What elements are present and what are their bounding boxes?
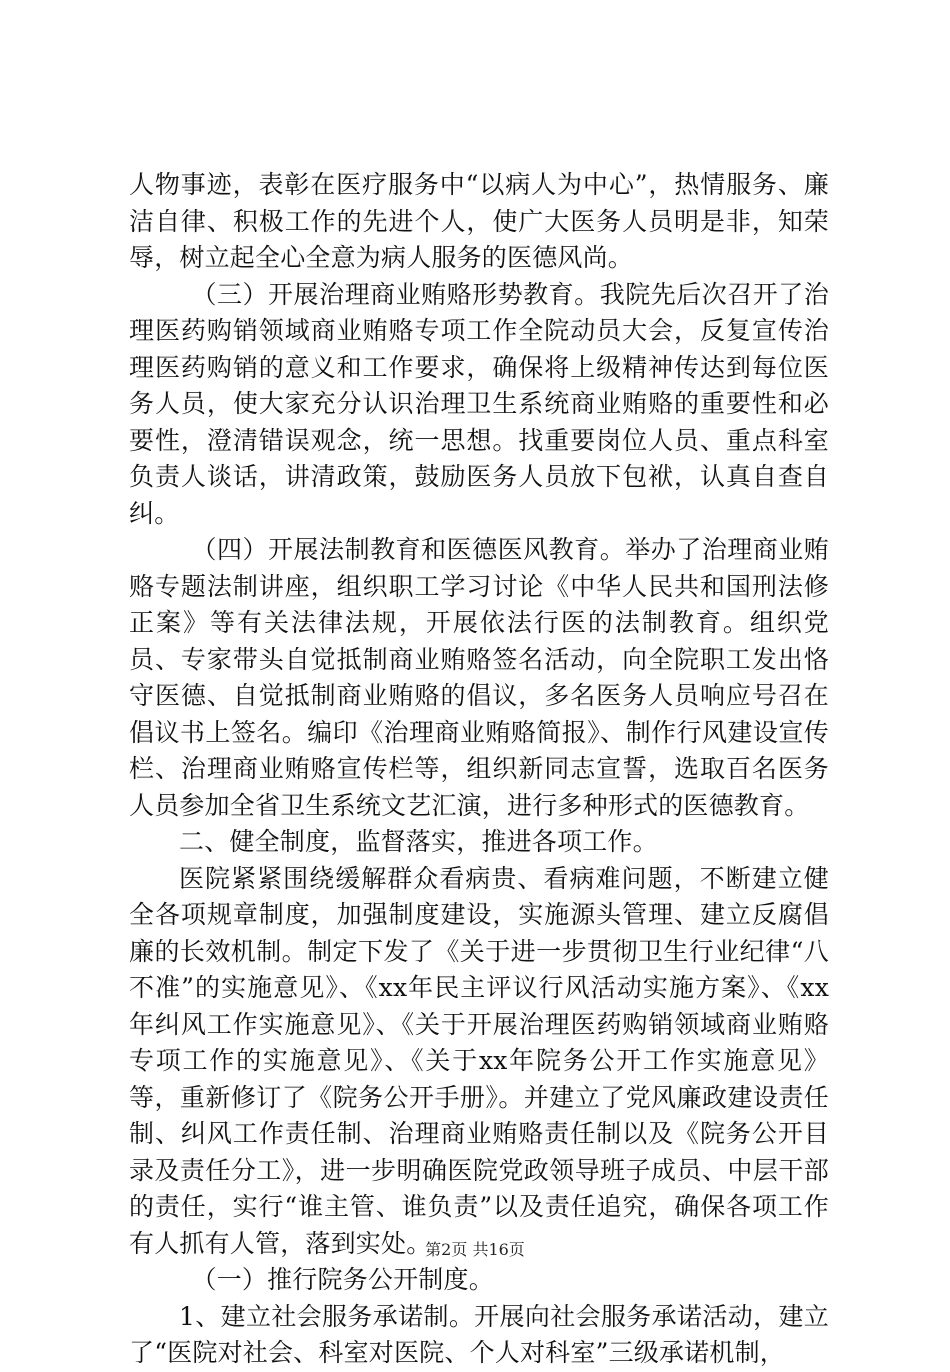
page-number-footer: 第2页 共16页	[425, 1240, 525, 1259]
paragraph: 1、建立社会服务承诺制。开展向社会服务承诺活动，建立了“医院对社会、科室对医院、个人对科室”三级承诺机制，	[129, 1301, 829, 1367]
paragraph: （四）开展法制教育和医德医风教育。举办了治理商业贿赂专题法制讲座，组织职工学习讨论《中华人民共和国刑法修正案》等有关法律法规，开展依法行医的法制教育。组织党员、专家带头自觉抵制商业贿赂签名活动，向全院职工发出恪守医德、自觉抵制商业贿赂的倡议，多名医务人员响应号召在倡议书上签名。编印《治理商业贿赂简报》、制作行风建设宣传栏、治理商业贿赂宣传栏等，组织新同志宣誓，选取百名医务人员参加全省卫生系统文艺汇演，进行多种形式的医德教育。	[129, 535, 829, 820]
paragraph: （三）开展治理商业贿赂形势教育。我院先后次召开了治理医药购销领域商业贿赂专项工作全院动员大会，反复宣传治理医药购销的意义和工作要求，确保将上级精神传达到每位医务人员，使大家充分认识治理卫生系统商业贿赂的重要性和必要性，澄清错误观念，统一思想。找重要岗位人员、重点科室负责人谈话，讲清政策，鼓励医务人员放下包袱，认真自查自纠。	[129, 279, 829, 528]
document-body	[129, 167, 829, 1372]
paragraph: 医院紧紧围绕缓解群众看病贵、看病难问题，不断建立健全各项规章制度，加强制度建设，实施源头管理、建立反腐倡廉的长效机制。制定下发了《关于进一步贯彻卫生行业纪律“八不准”的实施意见》、《xx年民主评议行风活动实施方案》、《xx年纠风工作实施意见》、《关于开展治理医药购销领域商业贿赂专项工作的实施意见》、《关于xx年院务公开工作实施意见》等，重新修订了《院务公开手册》。并建立了党风廉政建设责任制、纠风工作责任制、治理商业贿赂责任制以及《院务公开目录及责任分工》，进一步明确医院党政领导班子成员、中层干部的责任，实行“谁主管、谁负责”以及责任追究，确保各项工作有人抓有人管，落到实处。	[129, 863, 829, 1258]
paragraph: 人物事迹，表彰在医疗服务中“以病人为中心”，热情服务、廉洁自律、积极工作的先进个人，使广大医务人员明是非，知荣辱，树立起全心全意为病人服务的医德风尚。	[129, 170, 829, 272]
subsection-heading: （一）推行院务公开制度。	[191, 1265, 494, 1294]
section-heading: 二、健全制度，监督落实，推进各项工作。	[179, 827, 658, 856]
